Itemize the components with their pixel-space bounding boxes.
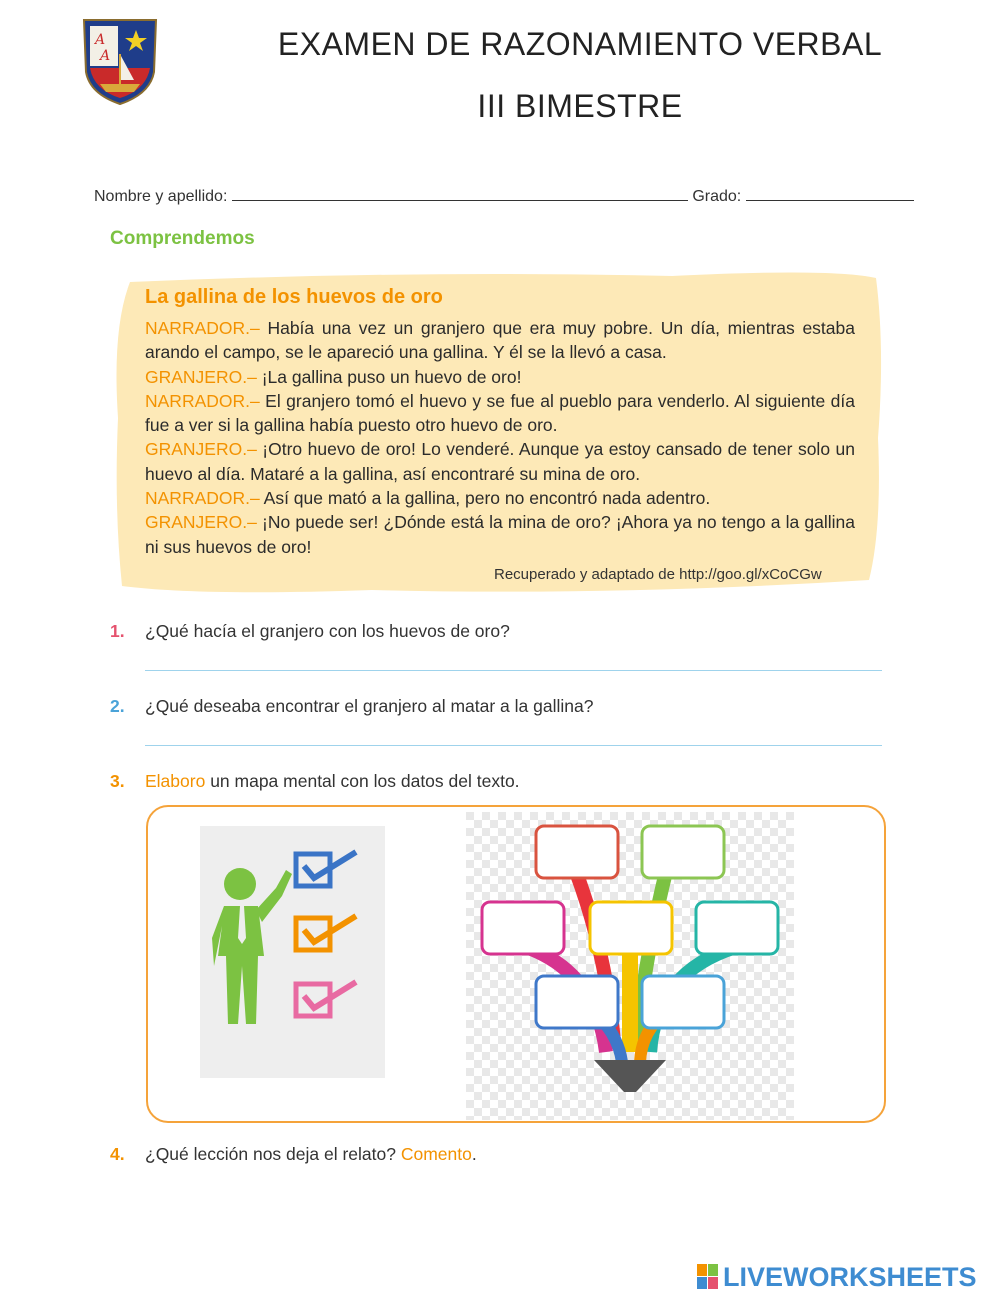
question-2 xyxy=(110,696,593,717)
story-paragraph: GRANJERO.– ¡Otro huevo de oro! Lo venderé. Aunque ya estoy cansado de tener solo un huevo al día. Mataré a la gallina, así encontraré su mina de oro. xyxy=(145,439,855,484)
story-paragraph: GRANJERO.– ¡La gallina puso un huevo de oro! xyxy=(145,366,522,387)
exam-subtitle: III BIMESTRE xyxy=(477,88,683,124)
speaker-label: NARRADOR.– xyxy=(145,318,260,338)
school-crest-icon xyxy=(78,14,162,106)
question-text: ¿Qué lección nos deja el relato? xyxy=(145,1144,401,1164)
question-3 xyxy=(110,771,520,792)
name-label: Nombre y apellido: xyxy=(94,188,228,205)
question-number: 4. xyxy=(110,1144,125,1164)
answer-line-2[interactable] xyxy=(145,745,882,746)
story-text xyxy=(145,316,855,559)
speaker-label: NARRADOR.– xyxy=(145,488,260,509)
section-heading: Comprendemos xyxy=(110,228,255,249)
story-title: La gallina de los huevos de oro xyxy=(145,286,443,308)
question-4 xyxy=(110,1144,477,1165)
mind-map-diagram-icon xyxy=(466,812,794,1120)
story-paragraph: NARRADOR.– El granjero tomó el huevo y se fue al pueblo para venderlo. Al siguiente día fue a ver si la gallina había puesto otro huevo de oro. xyxy=(145,390,855,436)
speaker-label: GRANJERO.– xyxy=(145,366,257,387)
brand-text: LIVEWORKSHEETS xyxy=(723,1262,977,1292)
question-suffix: . xyxy=(471,1144,477,1164)
grade-label: Grado: xyxy=(692,188,742,205)
question-text: un mapa mental con los datos del texto. xyxy=(205,771,520,791)
question-highlight: Comento xyxy=(400,1144,472,1164)
student-info-row xyxy=(94,186,914,206)
exam-title: EXAMEN DE RAZONAMIENTO VERBAL xyxy=(277,26,883,62)
question-number: 3. xyxy=(110,771,125,791)
speaker-label: GRANJERO.– xyxy=(145,439,257,460)
name-blank-line[interactable] xyxy=(232,186,688,201)
answer-line-1[interactable] xyxy=(145,670,882,671)
story-paragraph: NARRADOR.– Había una vez un granjero que era muy pobre. Un día, mientras estaba arando el campo, se le apareció una gallina. Y él se la llevó a casa. xyxy=(145,318,855,363)
svg-text:A: A xyxy=(100,48,111,64)
story-paragraph: GRANJERO.– ¡No puede ser! ¿Dónde está la mina de oro? ¡Ahora ya no tengo a la gallina ni sus huevos de oro! xyxy=(145,512,855,557)
speaker-label: GRANJERO.– xyxy=(145,512,257,533)
question-number: 2. xyxy=(110,696,125,716)
liveworksheets-logo-icon xyxy=(697,1264,719,1290)
grade-blank-line[interactable] xyxy=(746,186,914,201)
question-highlight: Elaboro xyxy=(145,771,206,791)
question-1 xyxy=(110,621,510,642)
question-number: 1. xyxy=(110,621,125,641)
presenter-checklist-icon xyxy=(200,826,385,1078)
speaker-label: NARRADOR.– xyxy=(145,390,260,411)
story-paragraph: NARRADOR.– Así que mató a la gallina, pero no encontró nada adentro. xyxy=(145,488,711,509)
question-text: ¿Qué deseaba encontrar el granjero al matar a la gallina? xyxy=(145,696,594,716)
story-source: Recuperado y adaptado de http://goo.gl/xCoCGw xyxy=(494,566,822,583)
svg-text:A: A xyxy=(95,32,106,48)
question-text: ¿Qué hacía el granjero con los huevos de oro? xyxy=(145,621,510,641)
